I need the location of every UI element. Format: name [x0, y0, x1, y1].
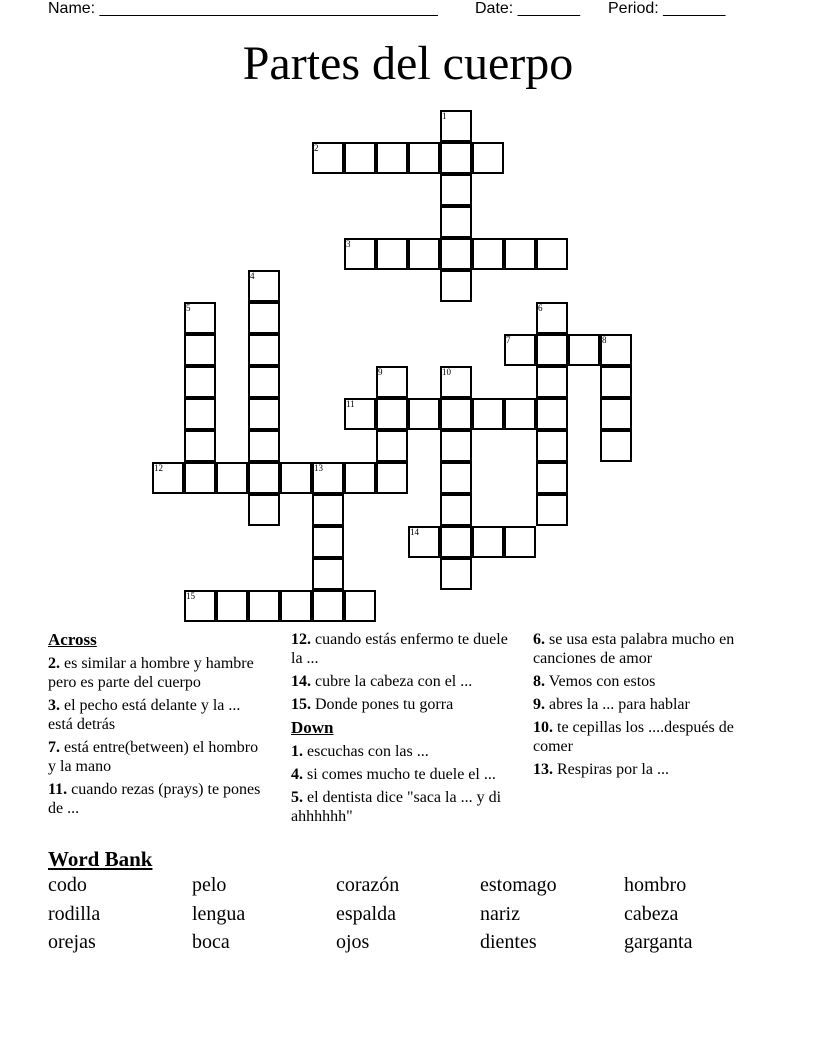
crossword-cell[interactable] [376, 398, 408, 430]
clue-number: 15. [291, 696, 311, 713]
crossword-cell[interactable] [600, 366, 632, 398]
page-title: Partes del cuerpo [242, 37, 574, 90]
crossword-cell[interactable] [248, 494, 280, 526]
crossword-cell[interactable] [280, 590, 312, 622]
crossword-cell[interactable] [440, 238, 472, 270]
clue-number-label: 2 [314, 143, 319, 153]
crossword-cell[interactable] [312, 558, 344, 590]
clue-number: 1. [291, 743, 303, 760]
clue-number: 4. [291, 766, 303, 783]
crossword-cell[interactable] [440, 526, 472, 558]
clue-text: cuando rezas (prays) te pones de ... [48, 781, 261, 817]
crossword-cell[interactable] [472, 238, 504, 270]
crossword-cell[interactable] [504, 398, 536, 430]
clue-number: 9. [533, 696, 545, 713]
clue-text: es similar a hombre y hambre pero es parte del cuerpo [48, 655, 254, 691]
clue-number-label: 1 [442, 111, 447, 121]
clue-item [291, 788, 513, 826]
crossword-cell[interactable] [408, 238, 440, 270]
crossword-cell[interactable] [216, 590, 248, 622]
clue-item [533, 630, 761, 668]
clue-item [291, 630, 513, 668]
crossword-cell[interactable] [184, 366, 216, 398]
word-bank-title: Word Bank [48, 847, 153, 871]
crossword-cell[interactable] [472, 526, 504, 558]
name-field-label[interactable]: Name: ______________________________________ [48, 0, 438, 17]
clue-number-label: 10 [442, 367, 451, 377]
crossword-cell[interactable] [440, 142, 472, 174]
clue-text: escuchas con las ... [303, 743, 429, 760]
clue-number: 3. [48, 697, 60, 714]
clue-number-label: 4 [250, 271, 255, 281]
word-bank-word: cabeza [624, 902, 679, 925]
clue-item [48, 780, 268, 818]
clue-number-label: 11 [346, 399, 355, 409]
word-bank-word: dientes [480, 931, 537, 953]
crossword-cell[interactable] [248, 590, 280, 622]
crossword-cell[interactable] [536, 462, 568, 494]
date-field-label[interactable]: Date: _______ [475, 0, 580, 17]
clue-item [533, 760, 761, 779]
word-bank-word: espalda [336, 902, 396, 925]
clue-number: 8. [533, 673, 545, 690]
crossword-cell[interactable] [440, 270, 472, 302]
clue-number: 11. [48, 781, 68, 798]
clues-column-3 [533, 630, 761, 783]
crossword-cell[interactable] [344, 142, 376, 174]
down-clue-list-continued [533, 630, 761, 779]
crossword-cell[interactable] [312, 526, 344, 558]
clues-column-1 [48, 630, 268, 822]
clue-item [291, 695, 513, 714]
clue-text: está entre(between) el hombro y la mano [48, 739, 259, 775]
word-bank-word: ojos [336, 931, 370, 953]
crossword-cell[interactable] [440, 398, 472, 430]
clue-text: Respiras por la ... [553, 761, 669, 778]
word-bank-word: estomago [480, 874, 557, 896]
clue-text: el pecho está delante y la ... está detrás [48, 697, 241, 733]
clue-item [533, 672, 761, 691]
crossword-cell[interactable] [376, 462, 408, 494]
word-bank-word: garganta [624, 931, 693, 953]
clue-number-label: 3 [346, 239, 351, 249]
word-bank-word: boca [192, 931, 230, 953]
clue-number: 6. [533, 631, 545, 648]
crossword-cell[interactable] [184, 462, 216, 494]
across-clue-list-continued [291, 630, 513, 714]
crossword-cell[interactable] [536, 238, 568, 270]
crossword-cell[interactable] [248, 366, 280, 398]
clue-text: Donde pones tu gorra [311, 696, 454, 713]
crossword-cell[interactable] [536, 398, 568, 430]
clue-number-label: 15 [186, 591, 195, 601]
clue-text: se usa esta palabra mucho en canciones de amor [533, 631, 735, 667]
clue-text: abres la ... para hablar [545, 696, 690, 713]
clue-number: 7. [48, 739, 60, 756]
crossword-cell[interactable] [376, 238, 408, 270]
crossword-cell[interactable] [376, 142, 408, 174]
word-bank-row [48, 903, 768, 932]
clue-text: te cepillas los ....después de comer [533, 719, 734, 755]
clue-text: el dentista dice "saca la ... y di ahhhhhh" [291, 789, 502, 825]
clue-number-label: 12 [154, 463, 163, 473]
clue-text: cubre la cabeza con el ... [311, 673, 473, 690]
word-bank-word: hombro [624, 874, 687, 896]
crossword-cell[interactable] [216, 462, 248, 494]
crossword-cell[interactable] [440, 558, 472, 590]
clue-item [48, 738, 268, 776]
word-bank [48, 874, 768, 960]
crossword-cell[interactable] [568, 334, 600, 366]
crossword-cell[interactable] [184, 430, 216, 462]
crossword-cell[interactable] [440, 462, 472, 494]
word-bank-row [48, 931, 768, 960]
crossword-cell[interactable] [280, 462, 312, 494]
crossword-cell[interactable] [248, 462, 280, 494]
word-bank-row [48, 874, 768, 903]
crossword-cell[interactable] [600, 398, 632, 430]
across-heading: Across [48, 630, 97, 649]
word-bank-word: codo [48, 874, 87, 896]
clue-number: 2. [48, 655, 60, 672]
clue-text: cuando estás enfermo te duele la ... [291, 631, 508, 667]
clue-item [291, 672, 513, 691]
crossword-cell[interactable] [312, 590, 344, 622]
crossword-cell[interactable] [600, 430, 632, 462]
clue-text: si comes mucho te duele el ... [303, 766, 496, 783]
crossword-cell[interactable] [344, 462, 376, 494]
crossword-cell[interactable] [248, 398, 280, 430]
crossword-cell[interactable] [472, 142, 504, 174]
across-clue-list [48, 654, 268, 818]
clues-column-2 [291, 630, 513, 830]
crossword-cell[interactable] [536, 366, 568, 398]
crossword-cell[interactable] [504, 526, 536, 558]
clue-number: 12. [291, 631, 311, 648]
word-bank-word: rodilla [48, 902, 101, 925]
clue-item [291, 742, 513, 761]
crossword-cell[interactable] [312, 494, 344, 526]
clue-number-label: 6 [538, 303, 543, 313]
crossword-cell[interactable] [472, 398, 504, 430]
period-field-label[interactable]: Period: _______ [608, 0, 726, 17]
crossword-cell[interactable] [440, 430, 472, 462]
crossword-cell[interactable] [248, 430, 280, 462]
clue-number: 14. [291, 673, 311, 690]
crossword-cell[interactable] [408, 398, 440, 430]
clue-number: 13. [533, 761, 553, 778]
crossword-cell[interactable] [344, 590, 376, 622]
clue-text: Vemos con estos [545, 673, 656, 690]
crossword-cell[interactable] [440, 494, 472, 526]
crossword-cell[interactable] [536, 334, 568, 366]
word-bank-word: pelo [192, 874, 227, 896]
crossword-cell[interactable] [504, 238, 536, 270]
clue-number: 10. [533, 719, 553, 736]
crossword-cell[interactable] [248, 302, 280, 334]
crossword-cell[interactable] [536, 494, 568, 526]
clue-number-label: 5 [186, 303, 191, 313]
clue-number-label: 8 [602, 335, 607, 345]
crossword-cell[interactable] [536, 430, 568, 462]
crossword-cell[interactable] [408, 142, 440, 174]
word-bank-word: corazón [336, 874, 400, 896]
clue-item [291, 765, 513, 784]
crossword-cell[interactable] [184, 398, 216, 430]
word-bank-word: orejas [48, 931, 96, 953]
clue-item [48, 696, 268, 734]
crossword-cell[interactable] [248, 334, 280, 366]
word-bank-word: nariz [480, 902, 520, 925]
clue-item [533, 718, 761, 756]
crossword-cell[interactable] [440, 206, 472, 238]
down-heading: Down [291, 718, 334, 737]
down-clue-list [291, 742, 513, 826]
clue-item [533, 695, 761, 714]
clue-number-label: 13 [314, 463, 323, 473]
crossword-cell[interactable] [184, 334, 216, 366]
crossword-cell[interactable] [376, 430, 408, 462]
clue-item [48, 654, 268, 692]
clue-number-label: 9 [378, 367, 383, 377]
crossword-cell[interactable] [440, 174, 472, 206]
word-bank-word: lengua [192, 902, 246, 925]
clue-number: 5. [291, 789, 303, 806]
clue-number-label: 14 [410, 527, 419, 537]
clue-number-label: 7 [506, 335, 511, 345]
